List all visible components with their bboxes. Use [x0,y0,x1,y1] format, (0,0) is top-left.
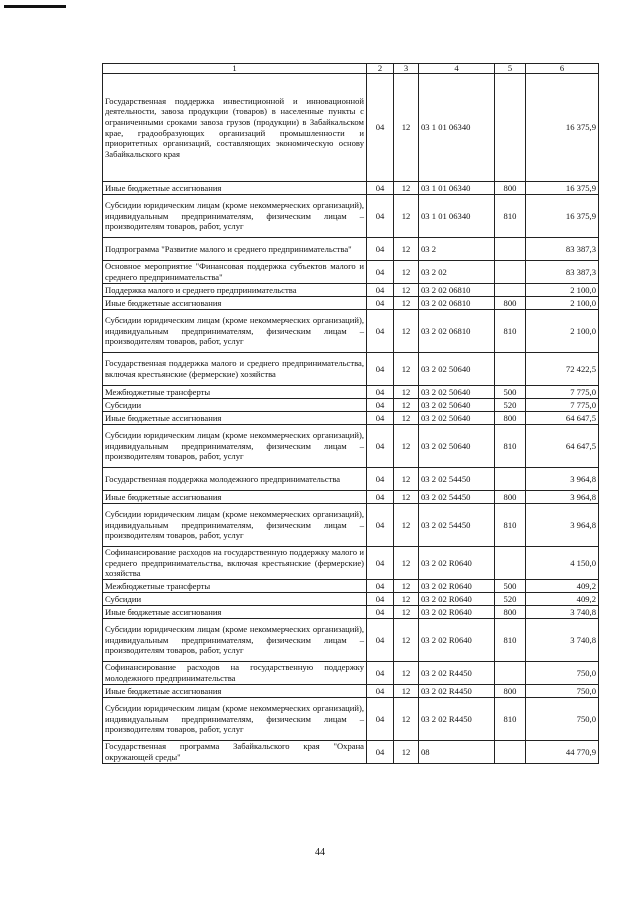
table-row [103,685,599,698]
row-expense-type: 810 [495,619,526,662]
row-expense-type: 800 [495,412,526,425]
header-row [103,64,599,74]
row-target-code: 03 2 02 [419,261,495,284]
row-name: Подпрограмма "Развитие малого и среднего предпринимательства" [103,238,367,261]
row-expense-type: 810 [495,425,526,468]
budget-table [102,63,599,764]
table-row [103,310,599,353]
row-name: Субсидии юридическим лицам (кроме некоммерческих организаций), индивидуальным предпринимателям, физическим лицам – производителям товаров, работ, услуг [103,698,367,741]
row-section: 04 [367,547,394,580]
table-row [103,504,599,547]
row-target-code: 03 2 02 R4450 [419,662,495,685]
row-section: 04 [367,74,394,182]
row-section: 04 [367,504,394,547]
row-target-code: 03 2 02 R0640 [419,547,495,580]
row-section: 04 [367,238,394,261]
row-section: 04 [367,399,394,412]
row-amount: 16 375,9 [526,195,599,238]
row-name: Межбюджетные трансферты [103,386,367,399]
row-amount: 3 964,8 [526,491,599,504]
row-section: 04 [367,386,394,399]
row-target-code: 03 2 02 06810 [419,284,495,297]
table-row [103,619,599,662]
row-name: Субсидии юридическим лицам (кроме некоммерческих организаций), индивидуальным предпринимателям, физическим лицам – производителям товаров, работ, услуг [103,310,367,353]
row-name: Государственная поддержка инвестиционной и инновационной деятельности, завоза продукции (товаров) в населенные пункты с ограниченными сроками завоза грузов (продукции) в Забайкальском крае, градообразующих организаций промышленности и приоритетных организаций, составляющих экономическую основу Забайкальского края [103,74,367,182]
row-target-code: 03 2 02 50640 [419,412,495,425]
row-subsection: 12 [394,685,419,698]
row-target-code: 03 2 02 R0640 [419,580,495,593]
row-name: Государственная программа Забайкальского края "Охрана окружающей среды" [103,741,367,764]
row-subsection: 12 [394,619,419,662]
header-col-4: 4 [419,64,495,74]
row-expense-type: 800 [495,606,526,619]
row-amount: 7 775,0 [526,399,599,412]
row-target-code: 03 2 02 54450 [419,491,495,504]
row-amount: 7 775,0 [526,386,599,399]
row-target-code: 03 2 02 R4450 [419,685,495,698]
row-subsection: 12 [394,195,419,238]
row-target-code: 03 2 02 R0640 [419,606,495,619]
row-amount: 44 770,9 [526,741,599,764]
row-expense-type: 810 [495,310,526,353]
row-subsection: 12 [394,698,419,741]
row-amount: 4 150,0 [526,547,599,580]
row-subsection: 12 [394,74,419,182]
page-number: 44 [315,847,325,858]
row-amount: 409,2 [526,593,599,606]
row-section: 04 [367,662,394,685]
row-subsection: 12 [394,491,419,504]
row-amount: 3 740,8 [526,606,599,619]
row-target-code: 03 1 01 06340 [419,195,495,238]
row-amount: 16 375,9 [526,182,599,195]
row-name: Иные бюджетные ассигнования [103,606,367,619]
table-row [103,261,599,284]
row-amount: 750,0 [526,685,599,698]
row-name: Поддержка малого и среднего предпринимательства [103,284,367,297]
row-expense-type: 520 [495,593,526,606]
table-body [103,74,599,764]
row-section: 04 [367,619,394,662]
row-target-code: 03 2 02 50640 [419,386,495,399]
table-row [103,425,599,468]
row-subsection: 12 [394,386,419,399]
row-section: 04 [367,685,394,698]
row-subsection: 12 [394,593,419,606]
header-col-1: 1 [103,64,367,74]
table-row [103,606,599,619]
row-subsection: 12 [394,182,419,195]
row-section: 04 [367,698,394,741]
row-expense-type: 800 [495,297,526,310]
row-subsection: 12 [394,261,419,284]
table-row [103,468,599,491]
table-row [103,491,599,504]
row-name: Межбюджетные трансферты [103,580,367,593]
header-rule [4,5,66,8]
row-expense-type: 500 [495,386,526,399]
row-name: Основное мероприятие "Финансовая поддержка субъектов малого и среднего предпринимательства" [103,261,367,284]
row-target-code: 03 2 02 R4450 [419,698,495,741]
row-section: 04 [367,580,394,593]
row-section: 04 [367,741,394,764]
table-row [103,593,599,606]
header-col-3: 3 [394,64,419,74]
row-section: 04 [367,182,394,195]
row-subsection: 12 [394,580,419,593]
row-target-code: 03 2 02 54450 [419,504,495,547]
table-row [103,580,599,593]
table-row [103,547,599,580]
row-target-code: 03 1 01 06340 [419,182,495,195]
row-target-code: 03 1 01 06340 [419,74,495,182]
row-expense-type: 800 [495,182,526,195]
row-section: 04 [367,261,394,284]
row-subsection: 12 [394,504,419,547]
table-row [103,741,599,764]
row-expense-type [495,74,526,182]
table-row [103,297,599,310]
row-amount: 83 387,3 [526,238,599,261]
row-target-code: 03 2 [419,238,495,261]
row-name: Иные бюджетные ассигнования [103,685,367,698]
row-name: Субсидии юридическим лицам (кроме некоммерческих организаций), индивидуальным предпринимателям, физическим лицам – производителям товаров, работ, услуг [103,425,367,468]
row-target-code: 08 [419,741,495,764]
header-col-5: 5 [495,64,526,74]
table-row [103,284,599,297]
table-row [103,74,599,182]
row-amount: 2 100,0 [526,310,599,353]
header-col-6: 6 [526,64,599,74]
table-row [103,182,599,195]
row-section: 04 [367,468,394,491]
row-name: Субсидии юридическим лицам (кроме некоммерческих организаций), индивидуальным предпринимателям, физическим лицам – производителям товаров, работ, услуг [103,504,367,547]
row-subsection: 12 [394,741,419,764]
row-subsection: 12 [394,606,419,619]
row-subsection: 12 [394,662,419,685]
row-amount: 3 740,8 [526,619,599,662]
row-target-code: 03 2 02 50640 [419,399,495,412]
row-name: Иные бюджетные ассигнования [103,297,367,310]
row-target-code: 03 2 02 06810 [419,310,495,353]
table-row [103,412,599,425]
row-amount: 409,2 [526,580,599,593]
row-target-code: 03 2 02 50640 [419,425,495,468]
row-amount: 2 100,0 [526,297,599,310]
row-section: 04 [367,195,394,238]
row-section: 04 [367,297,394,310]
row-expense-type: 810 [495,698,526,741]
row-amount: 72 422,5 [526,353,599,386]
row-name: Государственная поддержка малого и среднего предпринимательства, включая крестьянские (фермерские) хозяйства [103,353,367,386]
row-expense-type: 800 [495,685,526,698]
row-expense-type [495,353,526,386]
row-subsection: 12 [394,297,419,310]
row-expense-type [495,741,526,764]
row-expense-type: 500 [495,580,526,593]
table-row [103,353,599,386]
row-name: Субсидии [103,593,367,606]
row-section: 04 [367,353,394,386]
row-amount: 750,0 [526,698,599,741]
row-expense-type: 800 [495,491,526,504]
row-amount: 750,0 [526,662,599,685]
row-target-code: 03 2 02 54450 [419,468,495,491]
row-expense-type: 520 [495,399,526,412]
row-expense-type [495,468,526,491]
header-col-2: 2 [367,64,394,74]
row-section: 04 [367,425,394,468]
row-amount: 16 375,9 [526,74,599,182]
row-target-code: 03 2 02 R0640 [419,593,495,606]
row-amount: 64 647,5 [526,412,599,425]
row-expense-type: 810 [495,195,526,238]
row-section: 04 [367,593,394,606]
row-name: Субсидии [103,399,367,412]
row-amount: 64 647,5 [526,425,599,468]
row-expense-type [495,547,526,580]
row-section: 04 [367,491,394,504]
row-subsection: 12 [394,399,419,412]
row-subsection: 12 [394,412,419,425]
row-name: Государственная поддержка молодежного предпринимательства [103,468,367,491]
row-expense-type [495,238,526,261]
row-name: Субсидии юридическим лицам (кроме некоммерческих организаций), индивидуальным предпринимателям, физическим лицам – производителям товаров, работ, услуг [103,195,367,238]
row-section: 04 [367,412,394,425]
row-subsection: 12 [394,468,419,491]
row-name: Софинансирование расходов на государственную поддержку молодежного предпринимательства [103,662,367,685]
table-row [103,662,599,685]
row-subsection: 12 [394,238,419,261]
table-row [103,386,599,399]
table-row [103,238,599,261]
table-row [103,698,599,741]
row-subsection: 12 [394,310,419,353]
row-name: Софинансирование расходов на государственную поддержку малого и среднего предпринимательства, включая крестьянские (фермерские) хозяйства [103,547,367,580]
row-target-code: 03 2 02 R0640 [419,619,495,662]
row-amount: 3 964,8 [526,468,599,491]
row-subsection: 12 [394,284,419,297]
row-amount: 3 964,8 [526,504,599,547]
row-target-code: 03 2 02 50640 [419,353,495,386]
table-row [103,195,599,238]
row-name: Иные бюджетные ассигнования [103,182,367,195]
row-name: Иные бюджетные ассигнования [103,491,367,504]
row-name: Субсидии юридическим лицам (кроме некоммерческих организаций), индивидуальным предпринимателям, физическим лицам – производителям товаров, работ, услуг [103,619,367,662]
row-amount: 2 100,0 [526,284,599,297]
row-name: Иные бюджетные ассигнования [103,412,367,425]
row-section: 04 [367,606,394,619]
row-target-code: 03 2 02 06810 [419,297,495,310]
row-amount: 83 387,3 [526,261,599,284]
row-section: 04 [367,310,394,353]
row-subsection: 12 [394,425,419,468]
row-subsection: 12 [394,547,419,580]
row-expense-type [495,261,526,284]
row-expense-type: 810 [495,504,526,547]
table-row [103,399,599,412]
row-subsection: 12 [394,353,419,386]
row-expense-type [495,284,526,297]
row-section: 04 [367,284,394,297]
row-expense-type [495,662,526,685]
